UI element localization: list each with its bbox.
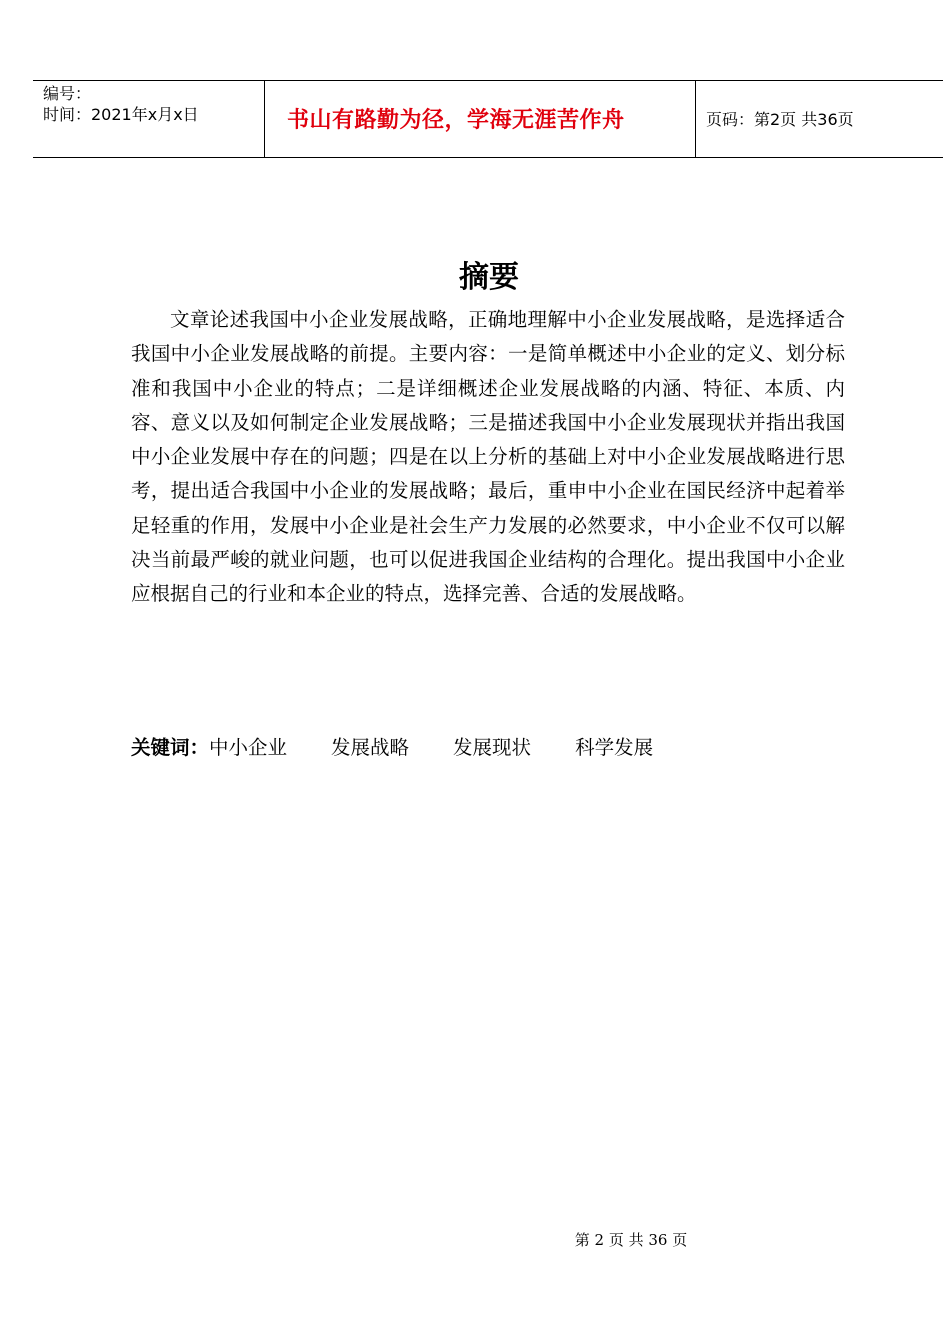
page-header — [33, 80, 943, 158]
header-left-cell — [33, 81, 265, 157]
keyword-item: 中小企业 — [209, 736, 288, 759]
keyword-item: 科学发展 — [575, 736, 654, 759]
keyword-item: 发展战略 — [331, 736, 410, 759]
keywords-line — [131, 733, 845, 763]
header-right-cell — [696, 81, 943, 157]
header-middle-cell — [265, 81, 696, 157]
abstract-paragraph: 文章论述我国中小企业发展战略，正确地理解中小企业发展战略，是选择适合我国中小企业发展战略的前提。主要内容：一是简单概述中小企业的定义、划分标准和我国中小企业的特点；二是详细概述企业发展战略的内涵、特征、本质、内容、意义以及如何制定企业发展战略；三是描述我国中小企业发展现状并指出我国中小企业发展中存在的问题；四是在以上分析的基础上对中小企业发展战略进行思考，提出适合我国中小企业的发展战略；最后，重申中小企业在国民经济中起着举足轻重的作用，发展中小企业是社会生产力发展的必然要求，中小企业不仅可以解决当前最严峻的就业问题，也可以促进我国企业结构的合理化。提出我国中小企业应根据自己的行业和本企业的特点，选择完善、合适的发展战略。 — [131, 308, 845, 606]
document-title: 摘要 — [459, 260, 519, 295]
motto-text: 书山有路勤为径，学海无涯苦作舟 — [287, 108, 625, 133]
page-footer: 第 2 页 共 36 页 — [574, 1231, 688, 1249]
serial-number-label: 编号： — [43, 84, 92, 103]
keywords-label: 关键词： — [131, 736, 210, 759]
keyword-item: 发展现状 — [453, 736, 532, 759]
date-text: 时间：2021年x月x日 — [43, 105, 199, 124]
page-code-text: 页码：第2页 共36页 — [706, 110, 854, 129]
